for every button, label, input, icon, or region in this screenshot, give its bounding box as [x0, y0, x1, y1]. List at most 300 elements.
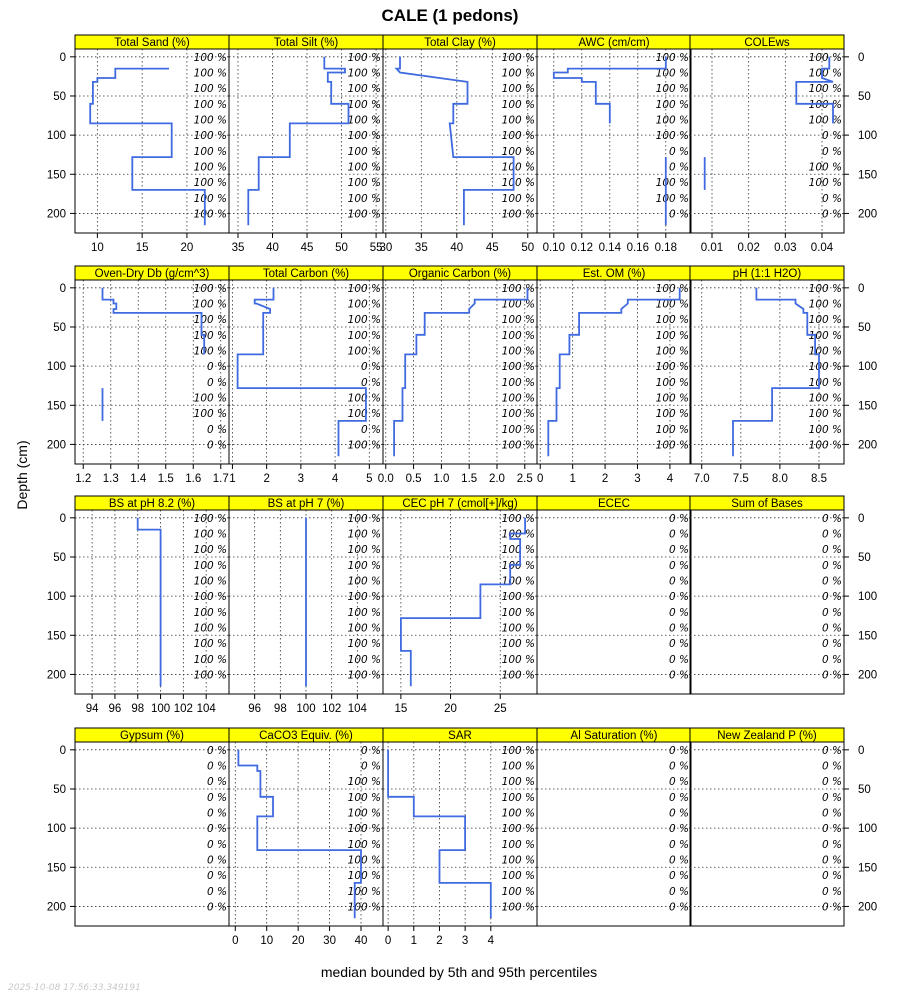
y-tick-label: 150 — [858, 862, 878, 875]
x-tick-label: 100 — [296, 703, 316, 715]
percent-label: 100 % — [501, 282, 535, 295]
x-tick-label: 2.0 — [488, 473, 505, 485]
panel-total-sand — [47, 35, 229, 254]
timestamp: 2025-10-08 17:56:33.349191 — [8, 983, 141, 993]
percent-label: 100 % — [501, 669, 535, 682]
panel-title: Total Silt (%) — [273, 37, 339, 49]
percent-label: 100 % — [347, 575, 381, 588]
y-tick-label: 50 — [53, 551, 66, 564]
y-tick-label: 0 — [858, 282, 865, 295]
panel-sum-of-bases — [690, 496, 877, 694]
percent-label: 100 % — [655, 98, 689, 111]
percent-label: 0 % — [669, 760, 689, 773]
x-tick-label: 3 — [461, 935, 469, 947]
x-tick-label: 98 — [131, 703, 145, 715]
percent-label: 100 % — [193, 208, 227, 221]
panel-awc-cm-cm — [537, 35, 691, 254]
x-tick-label: 96 — [248, 703, 262, 715]
panel-frame — [690, 510, 844, 694]
percent-label: 100 % — [347, 622, 381, 635]
percent-label: 100 % — [501, 51, 535, 64]
x-tick-label: 35 — [414, 242, 428, 254]
percent-label: 100 % — [655, 298, 689, 311]
percent-label: 100 % — [193, 669, 227, 682]
percent-label: 0 % — [822, 760, 842, 773]
y-tick-label: 200 — [46, 901, 66, 914]
percent-label: 0 % — [361, 361, 381, 374]
x-tick-label: 104 — [196, 703, 216, 715]
percent-label: 0 % — [669, 823, 689, 836]
x-tick-label: 7.5 — [732, 473, 749, 485]
x-tick-label: 0 — [537, 473, 544, 485]
percent-label: 0 % — [822, 669, 842, 682]
percent-label: 0 % — [669, 901, 689, 914]
percent-label: 100 % — [501, 823, 535, 836]
y-tick-label: 200 — [858, 669, 878, 682]
percent-label: 0 % — [207, 776, 227, 789]
x-tick-label: 1 — [410, 935, 418, 947]
x-tick-label: 40 — [354, 935, 368, 947]
y-tick-label: 100 — [46, 823, 66, 836]
percent-label: 0 % — [822, 208, 842, 221]
y-tick-label: 50 — [858, 321, 871, 334]
percent-label: 0 % — [207, 870, 227, 883]
percent-label: 0 % — [822, 559, 842, 572]
percent-label: 0 % — [669, 512, 689, 525]
percent-label: 100 % — [655, 314, 689, 327]
x-tick-label: 7.0 — [693, 473, 710, 485]
panel-title: SAR — [448, 730, 472, 742]
percent-label: 100 % — [347, 282, 381, 295]
percent-label: 100 % — [501, 392, 535, 405]
y-tick-label: 100 — [858, 361, 878, 374]
percent-label: 100 % — [655, 329, 689, 342]
panel-title: Al Saturation (%) — [570, 730, 658, 742]
y-tick-label: 100 — [46, 591, 66, 604]
x-tick-label: 20 — [444, 703, 457, 715]
percent-label: 100 % — [501, 114, 535, 127]
percent-label: 0 % — [669, 208, 689, 221]
percent-label: 100 % — [347, 653, 381, 666]
percent-label: 100 % — [347, 130, 381, 143]
median-profile-line — [248, 57, 348, 225]
x-tick-label: 104 — [347, 703, 367, 715]
percent-label: 100 % — [347, 776, 381, 789]
percent-label: 100 % — [193, 653, 227, 666]
percent-label: 0 % — [822, 776, 842, 789]
panel-frame — [75, 742, 229, 926]
median-profile-line — [733, 288, 819, 456]
x-tick-label: 8.5 — [810, 473, 827, 485]
percent-label: 100 % — [501, 838, 535, 851]
x-tick-label: 1.0 — [433, 473, 450, 485]
x-tick-label: 1.6 — [185, 473, 202, 485]
percent-label: 100 % — [501, 329, 535, 342]
percent-label: 100 % — [193, 345, 227, 358]
percent-label: 100 % — [501, 870, 535, 883]
percent-label: 100 % — [501, 439, 535, 452]
percent-label: 100 % — [808, 345, 842, 358]
x-tick-label: 40 — [450, 242, 464, 254]
x-tick-label: 4 — [331, 473, 339, 485]
y-tick-label: 150 — [858, 169, 878, 182]
percent-label: 100 % — [655, 376, 689, 389]
percent-label: 100 % — [655, 361, 689, 374]
percent-label: 100 % — [347, 98, 381, 111]
percent-label: 100 % — [501, 98, 535, 111]
x-tick-label: 102 — [322, 703, 342, 715]
percent-label: 100 % — [501, 67, 535, 80]
x-tick-label: 0 — [232, 935, 239, 947]
panel-title: AWC (cm/cm) — [578, 37, 650, 49]
percent-label: 100 % — [808, 114, 842, 127]
x-tick-label: 98 — [273, 703, 287, 715]
percent-label: 100 % — [193, 51, 227, 64]
x-tick-label: 3 — [634, 473, 641, 485]
x-tick-label: 4 — [487, 935, 495, 947]
y-tick-label: 50 — [858, 551, 871, 564]
percent-label: 100 % — [808, 98, 842, 111]
x-tick-label: 1.3 — [102, 473, 119, 485]
percent-label: 100 % — [501, 591, 535, 604]
x-tick-label: 0.10 — [542, 242, 565, 254]
percent-label: 0 % — [822, 807, 842, 820]
percent-label: 100 % — [501, 791, 535, 804]
panel-title: New Zealand P (%) — [717, 730, 817, 742]
x-tick-label: 50 — [521, 242, 535, 254]
x-tick-label: 2 — [601, 473, 609, 485]
median-profile-line — [397, 57, 514, 225]
panel-grid — [47, 35, 877, 947]
percent-label: 0 % — [822, 544, 842, 557]
figure-title: CALE (1 pedons) — [381, 6, 519, 25]
median-profile-line — [90, 69, 205, 226]
panel-ecec — [537, 496, 691, 694]
panel-total-clay — [379, 35, 537, 254]
percent-label: 0 % — [207, 439, 227, 452]
x-tick-label: 50 — [335, 242, 348, 254]
x-tick-label: 40 — [266, 242, 279, 254]
x-tick-label: 2 — [263, 473, 270, 485]
panel-al-saturation — [537, 728, 691, 926]
panel-title: ECEC — [598, 498, 630, 510]
percent-label: 100 % — [655, 408, 689, 421]
percent-label: 100 % — [347, 114, 381, 127]
y-tick-label: 150 — [46, 630, 66, 643]
panel-title: Oven-Dry Db (g/cm^3) — [94, 268, 210, 280]
percent-label: 0 % — [207, 901, 227, 914]
percent-label: 100 % — [501, 776, 535, 789]
percent-label: 0 % — [207, 823, 227, 836]
percent-label: 0 % — [669, 744, 689, 757]
percent-label: 100 % — [193, 177, 227, 190]
percent-label: 100 % — [501, 177, 535, 190]
percent-label: 0 % — [669, 653, 689, 666]
percent-label: 0 % — [822, 838, 842, 851]
y-tick-label: 0 — [59, 512, 66, 525]
percent-label: 100 % — [808, 298, 842, 311]
y-tick-label: 0 — [858, 744, 865, 757]
panel-bs-at-ph-7 — [229, 496, 383, 715]
percent-label: 0 % — [822, 870, 842, 883]
percent-label: 100 % — [193, 298, 227, 311]
percent-label: 100 % — [347, 192, 381, 205]
percent-label: 0 % — [822, 512, 842, 525]
y-tick-label: 50 — [53, 783, 66, 796]
percent-label: 100 % — [808, 177, 842, 190]
panel-title: COLEws — [744, 37, 790, 49]
y-tick-label: 150 — [46, 400, 66, 413]
percent-label: 100 % — [347, 298, 381, 311]
percent-label: 100 % — [347, 807, 381, 820]
percent-label: 0 % — [669, 885, 689, 898]
x-tick-label: 1.5 — [461, 473, 478, 485]
y-tick-label: 150 — [46, 862, 66, 875]
percent-label: 0 % — [822, 528, 842, 541]
percent-label: 0 % — [361, 423, 381, 436]
panel-total-silt — [229, 35, 383, 254]
percent-label: 100 % — [501, 345, 535, 358]
x-tick-label: 1.7 — [212, 473, 229, 485]
x-tick-label: 1.4 — [130, 473, 147, 485]
percent-label: 100 % — [347, 314, 381, 327]
panel-title: BS at pH 8.2 (%) — [108, 498, 196, 510]
percent-label: 100 % — [347, 51, 381, 64]
percent-label: 100 % — [655, 192, 689, 205]
percent-label: 100 % — [501, 622, 535, 635]
percent-label: 100 % — [193, 161, 227, 174]
percent-label: 100 % — [347, 329, 381, 342]
percent-label: 100 % — [501, 161, 535, 174]
percent-label: 0 % — [669, 669, 689, 682]
x-tick-label: 3 — [297, 473, 305, 485]
percent-label: 100 % — [808, 439, 842, 452]
panel-title: pH (1:1 H2O) — [732, 268, 802, 280]
percent-label: 0 % — [669, 544, 689, 557]
median-profile-line — [103, 288, 205, 355]
percent-label: 0 % — [207, 760, 227, 773]
panel-organic-carbon — [378, 266, 537, 485]
percent-label: 100 % — [347, 528, 381, 541]
percent-label: 100 % — [347, 669, 381, 682]
percent-label: 100 % — [655, 282, 689, 295]
x-tick-label: 0.03 — [774, 242, 797, 254]
percent-label: 100 % — [808, 161, 842, 174]
y-tick-label: 50 — [53, 321, 66, 334]
percent-label: 0 % — [822, 744, 842, 757]
x-tick-label: 1 — [569, 473, 576, 485]
percent-label: 100 % — [193, 98, 227, 111]
percent-label: 100 % — [808, 67, 842, 80]
percent-label: 100 % — [501, 653, 535, 666]
percent-label: 100 % — [193, 392, 227, 405]
percent-label: 100 % — [655, 423, 689, 436]
percent-label: 100 % — [501, 361, 535, 374]
percent-label: 100 % — [193, 145, 227, 158]
percent-label: 0 % — [669, 575, 689, 588]
x-tick-label: 0.04 — [810, 242, 834, 254]
panel-oven-dry-db-g-cm-3 — [47, 266, 229, 485]
percent-label: 0 % — [822, 638, 842, 651]
x-tick-label: 102 — [173, 703, 193, 715]
x-tick-label: 0.02 — [737, 242, 760, 254]
percent-label: 100 % — [808, 314, 842, 327]
panel-title: Gypsum (%) — [120, 730, 184, 742]
panel-title: Total Carbon (%) — [262, 268, 350, 280]
percent-label: 100 % — [501, 208, 535, 221]
percent-label: 100 % — [501, 638, 535, 651]
y-tick-label: 0 — [858, 51, 865, 64]
x-tick-label: 96 — [108, 703, 122, 715]
percent-label: 100 % — [347, 161, 381, 174]
percent-label: 0 % — [669, 776, 689, 789]
x-tick-label: 0.18 — [654, 242, 677, 254]
percent-label: 0 % — [822, 591, 842, 604]
y-tick-label: 100 — [858, 591, 878, 604]
percent-label: 100 % — [501, 192, 535, 205]
percent-label: 100 % — [347, 208, 381, 221]
median-profile-line — [238, 288, 366, 456]
percent-label: 0 % — [207, 791, 227, 804]
x-tick-label: 30 — [323, 935, 336, 947]
percent-label: 100 % — [193, 528, 227, 541]
percent-label: 100 % — [655, 345, 689, 358]
percent-label: 100 % — [193, 622, 227, 635]
percent-label: 0 % — [822, 901, 842, 914]
percent-label: 100 % — [193, 408, 227, 421]
panel-title: BS at pH 7 (%) — [267, 498, 345, 510]
percent-label: 100 % — [193, 114, 227, 127]
x-tick-label: 10 — [260, 935, 274, 947]
x-tick-label: 1.5 — [157, 473, 174, 485]
percent-label: 100 % — [347, 791, 381, 804]
y-tick-label: 100 — [858, 823, 878, 836]
percent-label: 100 % — [501, 376, 535, 389]
percent-label: 100 % — [347, 544, 381, 557]
panel-caco3-equiv — [229, 728, 383, 947]
y-tick-label: 50 — [858, 783, 871, 796]
percent-label: 100 % — [347, 512, 381, 525]
percent-label: 100 % — [193, 575, 227, 588]
y-tick-label: 200 — [46, 439, 66, 452]
y-tick-label: 0 — [59, 51, 66, 64]
x-tick-label: 35 — [231, 242, 245, 254]
percent-label: 100 % — [808, 51, 842, 64]
y-tick-label: 100 — [46, 361, 66, 374]
percent-label: 100 % — [347, 638, 381, 651]
percent-label: 100 % — [193, 591, 227, 604]
percent-label: 100 % — [347, 591, 381, 604]
percent-label: 100 % — [808, 408, 842, 421]
panel-title: CEC pH 7 (cmol[+]/kg) — [402, 498, 518, 510]
percent-label: 100 % — [808, 423, 842, 436]
percent-label: 0 % — [207, 838, 227, 851]
median-profile-line — [138, 518, 161, 686]
x-tick-label: 45 — [300, 242, 314, 254]
panel-est-om — [537, 266, 691, 485]
panel-ph-1-1-h2o — [690, 266, 877, 485]
percent-label: 0 % — [669, 591, 689, 604]
x-tick-label: 8.0 — [771, 473, 788, 485]
y-axis-label: Depth (cm) — [14, 440, 30, 510]
percent-label: 100 % — [808, 83, 842, 96]
percent-label: 100 % — [347, 559, 381, 572]
percent-label: 0 % — [669, 145, 689, 158]
percent-label: 100 % — [501, 314, 535, 327]
percent-label: 0 % — [669, 606, 689, 619]
percent-label: 100 % — [501, 145, 535, 158]
x-tick-label: 10 — [90, 242, 104, 254]
percent-label: 100 % — [808, 376, 842, 389]
x-tick-label: 0.14 — [598, 242, 621, 254]
percent-label: 100 % — [501, 744, 535, 757]
percent-label: 100 % — [193, 192, 227, 205]
percent-label: 0 % — [669, 838, 689, 851]
x-tick-label: 20 — [291, 935, 305, 947]
x-tick-label: 94 — [85, 703, 99, 715]
percent-label: 100 % — [347, 392, 381, 405]
percent-label: 0 % — [669, 528, 689, 541]
x-tick-label: 25 — [493, 703, 507, 715]
x-tick-label: 0 — [384, 935, 392, 947]
percent-label: 100 % — [347, 838, 381, 851]
percent-label: 100 % — [347, 870, 381, 883]
x-tick-label: 4 — [666, 473, 674, 485]
percent-label: 100 % — [655, 114, 689, 127]
percent-label: 0 % — [361, 760, 381, 773]
percent-label: 0 % — [207, 807, 227, 820]
percent-label: 100 % — [655, 51, 689, 64]
panel-frame — [537, 742, 691, 926]
panel-title: Est. OM (%) — [582, 268, 646, 280]
percent-label: 0 % — [669, 622, 689, 635]
percent-label: 0 % — [669, 638, 689, 651]
percent-label: 100 % — [347, 439, 381, 452]
panel-title: CaCO3 Equiv. (%) — [259, 730, 353, 742]
y-tick-label: 200 — [858, 901, 878, 914]
percent-label: 100 % — [501, 130, 535, 143]
percent-label: 100 % — [347, 885, 381, 898]
percent-label: 100 % — [501, 854, 535, 867]
percent-label: 100 % — [193, 130, 227, 143]
median-profile-line — [238, 750, 361, 918]
percent-label: 0 % — [669, 854, 689, 867]
percent-label: 100 % — [193, 512, 227, 525]
x-tick-label: 15 — [394, 703, 408, 715]
percent-label: 0 % — [822, 653, 842, 666]
percent-label: 100 % — [501, 423, 535, 436]
y-tick-label: 50 — [53, 90, 66, 103]
panel-title: Sum of Bases — [731, 498, 803, 510]
panel-frame — [537, 510, 691, 694]
x-tick-label: 2.5 — [516, 473, 533, 485]
percent-label: 100 % — [347, 177, 381, 190]
percent-label: 0 % — [207, 744, 227, 757]
percent-label: 100 % — [193, 329, 227, 342]
percent-label: 100 % — [193, 638, 227, 651]
percent-label: 0 % — [822, 622, 842, 635]
y-tick-label: 200 — [858, 439, 878, 452]
x-tick-label: 45 — [485, 242, 499, 254]
percent-label: 100 % — [347, 606, 381, 619]
y-tick-label: 200 — [858, 208, 878, 221]
y-tick-label: 50 — [858, 90, 871, 103]
percent-label: 100 % — [655, 392, 689, 405]
percent-label: 100 % — [193, 67, 227, 80]
x-tick-label: 0.12 — [570, 242, 593, 254]
percent-label: 0 % — [822, 192, 842, 205]
panel-total-carbon — [229, 266, 383, 485]
